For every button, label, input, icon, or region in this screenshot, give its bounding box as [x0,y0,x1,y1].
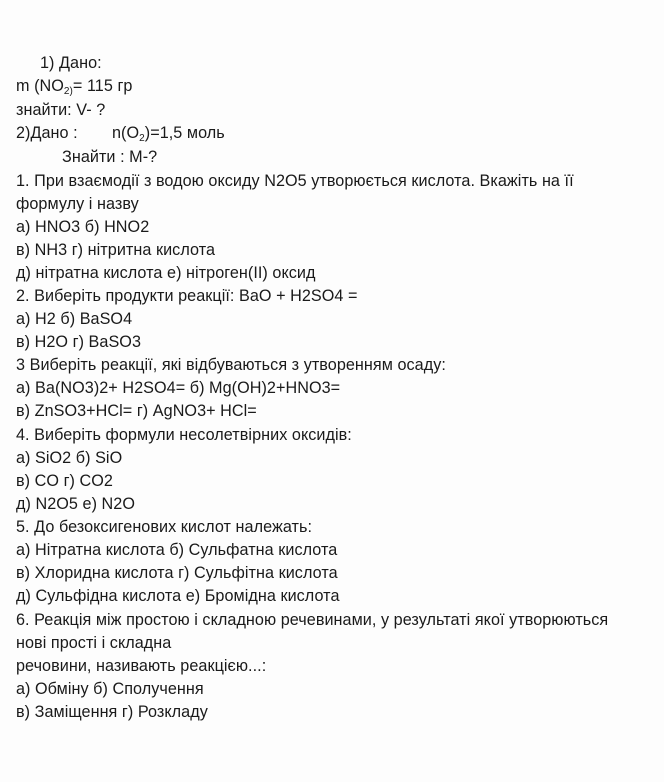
q3-options-2: в) ZnSO3+HCl= г) AgNO3+ HCl= [16,402,257,420]
q5-options-1: а) Нітратна кислота б) Сульфатна кислота [16,541,338,559]
task1-header: 1) Дано: [40,54,102,72]
q2-options-1: а) Н2 б) BaSO4 [16,310,133,328]
q3-text: 3 Виберіть реакції, які відбуваються з утворенням осаду: [16,356,446,374]
q1-options-1: а) HNO3 б) HNO2 [16,218,150,236]
q6-text-line1: 6. Реакція між простою і складною речевинами, у результаті якої утворюються [16,611,609,629]
task2-n-prefix: n(O [112,124,140,142]
q1-text-line1: 1. При взаємодії з водою оксиду N2O5 утворюється кислота. Вкажіть на її [16,172,574,190]
q1-options-2: в) NH3 г) нітритна кислота [16,241,216,259]
task2-moles-given [112,122,225,144]
q4-options-1: а) SiO2 б) SiO [16,449,123,467]
q6-options-2: в) Заміщення г) Розкладу [16,703,208,721]
task2-header: 2)Дано : [16,124,78,142]
q2-text: 2. Виберіть продукти реакції: BaO + H2SO4 = [16,287,358,305]
task1-find: знайти: V- ? [16,101,106,119]
q5-text: 5. До безоксигенових кислот належать: [16,518,313,536]
task1-mass-prefix: m (NO [16,77,64,95]
q6-text-line2: нові прості і складна [16,634,172,652]
task2-find: Знайти : М-? [62,148,158,166]
q1-options-3: д) нітратна кислота е) нітроген(ІІ) оксид [16,264,316,282]
q1-text-line2: формулу і назву [16,195,139,213]
q3-options-1: а) Ba(NO3)2+ H2SO4= б) Mg(OH)2+HNO3= [16,379,341,397]
task1-mass-given [16,75,132,97]
task1-mass-suffix: = 115 гр [72,77,133,95]
q5-options-3: д) Сульфідна кислота е) Бромідна кислота [16,587,340,605]
q4-text: 4. Виберіть формули несолетвірних оксидів: [16,426,352,444]
task1-mass-subscript: 2) [63,86,73,97]
q4-options-2: в) CO г) CO2 [16,472,113,490]
task2-n-suffix: )=1,5 моль [144,124,225,142]
q5-options-2: в) Хлоридна кислота г) Сульфітна кислота [16,564,338,582]
q6-options-1: а) Обміну б) Сполучення [16,680,204,698]
task2-n-subscript: 2 [139,133,145,144]
q6-text-line3: речовини, називають реакцією...: [16,657,267,675]
q2-options-2: в) Н2О г) BaSO3 [16,333,142,351]
q4-options-3: д) N2O5 е) N2O [16,495,135,513]
